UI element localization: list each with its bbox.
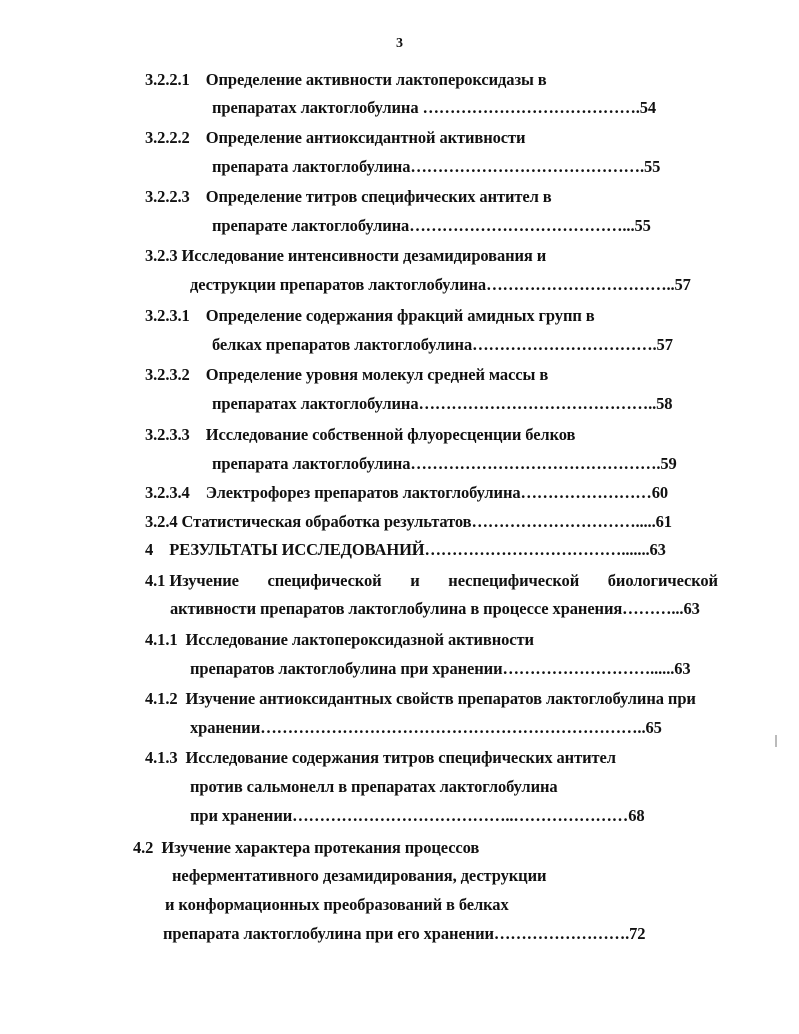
toc-entry-4-1-3-cont-2: при хранении…………………………………..…………………68 [190, 806, 645, 825]
toc-entry-4-1-3: 4.1.3 Исследование содержания титров специфических антител [145, 748, 616, 767]
toc-entry-4-1-2: 4.1.2 Изучение антиоксидантных свойств препаратов лактоглобулина при [145, 689, 696, 708]
toc-entry-4-1 [145, 571, 718, 591]
toc-entry-3-2-3-1: 3.2.3.1 Определение содержания фракций амидных групп в [145, 306, 595, 325]
toc-entry-4-2: 4.2 Изучение характера протекания процессов [133, 838, 480, 857]
toc-entry-3-2-2-2: 3.2.2.2 Определение антиоксидантной активности [145, 128, 526, 147]
toc-entry-4-1-word-4: неспецифической [448, 571, 580, 590]
toc-entry-3-2-3: 3.2.3 Исследование интенсивности дезамидирования и [145, 246, 547, 265]
toc-entry-3-2-3-2-cont: препаратах лактоглобулина……………………………………..58 [212, 394, 673, 413]
toc-entry-4-1-1: 4.1.1 Исследование лактопероксидазной активности [145, 630, 534, 649]
toc-entry-4-1-1-cont: препаратов лактоглобулина при хранении………………………......63 [190, 659, 691, 678]
toc-entry-3-2-3-2: 3.2.3.2 Определение уровня молекул средней массы в [145, 365, 549, 384]
toc-entry-4-1-3-cont-1: против сальмонелл в препаратах лактоглобулина [190, 777, 558, 796]
toc-entry-3-2-2-3-cont: препарате лактоглобулина…………………………………...55 [212, 216, 651, 235]
toc-entry-4-1-2-cont: хранении……………………………………………………………..65 [190, 718, 662, 737]
toc-entry-4-1-word-3: и [410, 571, 420, 590]
toc-entry-4-2-cont-3: препарата лактоглобулина при его хранении…………………….72 [163, 924, 646, 943]
toc-entry-4-2-cont-2: и конформационных преобразований в белках [165, 895, 509, 914]
toc-entry-4: 4 РЕЗУЛЬТАТЫ ИССЛЕДОВАНИЙ……………………………….......63 [145, 540, 666, 559]
scan-artifact-mark [775, 735, 777, 747]
toc-entry-3-2-3-1-cont: белках препаратов лактоглобулина…………………………….57 [212, 335, 673, 354]
toc-entry-4-1-word-2: специфической [267, 571, 382, 590]
toc-entry-4-1-word-5: биологической [607, 571, 718, 590]
toc-entry-3-2-3-4: 3.2.3.4 Электрофорез препаратов лактоглобулина……………………60 [145, 483, 669, 502]
toc-entry-4-1-cont: активности препаратов лактоглобулина в процессе хранения………...63 [170, 599, 700, 618]
page-number: 3 [396, 36, 403, 51]
toc-entry-4-1-word-1: 4.1 Изучение [145, 571, 239, 590]
toc-entry-3-2-2-1-cont: препаратах лактоглобулина ………………………………….54 [212, 98, 657, 117]
toc-entry-3-2-2-1: 3.2.2.1 Определение активности лактопероксидазы в [145, 70, 547, 89]
toc-entry-4-2-cont-1: неферментативного дезамидирования, деструкции [172, 866, 547, 885]
toc-entry-3-2-3-3-cont: препарата лактоглобулина……………………………………….59 [212, 454, 677, 473]
toc-entry-3-2-4: 3.2.4 Статистическая обработка результатов………………………….....61 [145, 512, 672, 531]
toc-entry-3-2-2-3: 3.2.2.3 Определение титров специфических антител в [145, 187, 552, 206]
toc-entry-3-2-2-2-cont: препарата лактоглобулина…………………………………….55 [212, 157, 661, 176]
toc-entry-3-2-3-cont: деструкции препаратов лактоглобулина……………………………..57 [190, 275, 691, 294]
toc-entry-3-2-3-3: 3.2.3.3 Исследование собственной флуоресценции белков [145, 425, 576, 444]
